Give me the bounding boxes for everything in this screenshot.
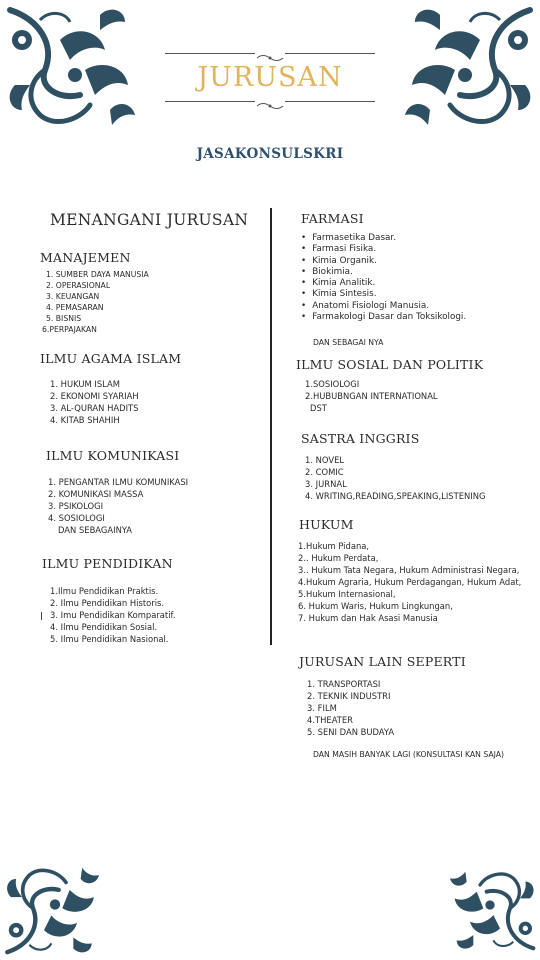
list-item: 5. Ilmu Pendidikan Nasional. [50,634,169,644]
margin-mark [40,585,46,625]
list-item: 1. PENGANTAR ILMU KOMUNIKASI [48,477,189,487]
list-item: 3.. Hukum Tata Negara, Hukum Administrasi Negara, [298,565,520,575]
list-item: 4. KITAB SHAHIH [50,415,120,425]
section-title-komunikasi: ILMU KOMUNIKASI [46,448,180,463]
list-item: 1.Hukum Pidana, [298,541,370,551]
list-pendidikan [50,585,176,645]
section-title-lain: JURUSAN LAIN SEPERTI [299,654,466,669]
section-title-hukum: HUKUM [299,517,354,532]
list-item: 5.Hukum Internasional, [298,589,396,599]
list-item: 6. Hukum Waris, Hukum Lingkungan, [298,601,453,611]
list-item: 4.Hukum Agraria, Hukum Perdagangan, Hukum Adat, [298,577,522,587]
list-item: 1.Ilmu Pendidikan Praktis. [50,586,159,596]
list-item: DAN SEBAGAINYA [58,525,133,535]
list-item: 1. TRANSPORTASI [307,679,381,689]
list-item: • Farmasetika Dasar. [301,233,466,244]
floral-ornament-icon [440,860,540,960]
page-subtitle: JASAKONSULSKRI [196,146,344,162]
list-item: 3. KEUANGAN [46,292,100,301]
list-item: • Kimia Organik. [301,256,466,267]
list-item: 7. Hukum dan Hak Asasi Manusia [298,613,438,623]
list-item: 3. PSIKOLOGI [48,501,104,511]
list-item: 1. NOVEL [305,455,345,465]
list-item: • Farmasi Fisika. [301,244,466,255]
list-item: 3. Imu Pendidikan Komparatif. [50,610,176,620]
section-title-farmasi: FARMASI [301,211,364,226]
list-item: • Kimia Analitik. [301,278,466,289]
list-item: 3. FILM [307,703,337,713]
floral-ornament-icon [0,860,110,960]
page-title: JURUSAN [197,62,343,93]
section-title-manajemen: MANAJEMEN [40,250,131,265]
list-item: 4.THEATER [307,715,353,725]
list-item: DST [310,403,327,413]
list-item: • Anatomi Fisiologi Manusia. [301,301,466,312]
list-item: 2.HUBUBNGAN INTERNATIONAL [305,391,438,401]
list-item: 4. WRITING,READING,SPEAKING,LISTENING [305,491,486,501]
list-item: 2.. Hukum Perdata, [298,553,379,563]
list-item: 2. EKONOMI SYARIAH [50,391,139,401]
section-title-agama: ILMU AGAMA ISLAM [40,351,182,366]
list-manajemen [42,269,149,335]
header-ornament-bottom [255,96,285,106]
list-item: 4. PEMASARAN [46,303,104,312]
list-item: • Kimia Sintesis. [301,289,466,300]
list-item: 5. BISNIS [46,314,82,323]
list-item: 3. JURNAL [305,479,347,489]
list-lain [307,678,394,738]
section-title-sastra: SASTRA INGGRIS [301,431,420,446]
list-sastra [305,454,486,502]
list-item: 1.SOSIOLOGI [305,379,360,389]
list-item: 2. KOMUNIKASI MASSA [48,489,144,499]
list-item: 5. SENI DAN BUDAYA [307,727,395,737]
farmasi-note: DAN SEBAGAI NYA [313,338,384,347]
list-agama [50,378,139,426]
list-hukum [298,540,521,624]
list-item: 1. HUKUM ISLAM [50,379,120,389]
section-title-sospol: ILMU SOSIAL DAN POLITIK [296,357,484,372]
list-item: 1. SUMBER DAYA MANUSIA [46,270,149,279]
list-sospol [305,378,438,414]
list-item: • Farmakologi Dasar dan Toksikologi. [301,312,466,323]
list-item: 4. SOSIOLOGI [48,513,105,523]
header-ornament-top [255,48,285,58]
list-item: 6.PERPAJAKAN [42,325,97,334]
column-divider [270,208,272,645]
list-farmasi [301,233,466,323]
list-item: 3. AL-QURAN HADITS [50,403,139,413]
left-heading: MENANGANI JURUSAN [50,211,249,229]
list-item: 2. TEKNIK INDUSTRI [307,691,391,701]
list-item: 4. Ilmu Pendidikan Sosial. [50,622,158,632]
list-item: • Biokimia. [301,267,466,278]
section-title-pendidikan: ILMU PENDIDIKAN [42,556,173,571]
list-komunikasi [48,476,188,536]
list-item: 2. Ilmu Pendidikan Historis. [50,598,165,608]
list-item: 2. COMIC [305,467,344,477]
list-item: 2. OPERASIONAL [46,281,111,290]
lain-note: DAN MASIH BANYAK LAGI (KONSULTASI KAN SAJA) [313,750,505,759]
